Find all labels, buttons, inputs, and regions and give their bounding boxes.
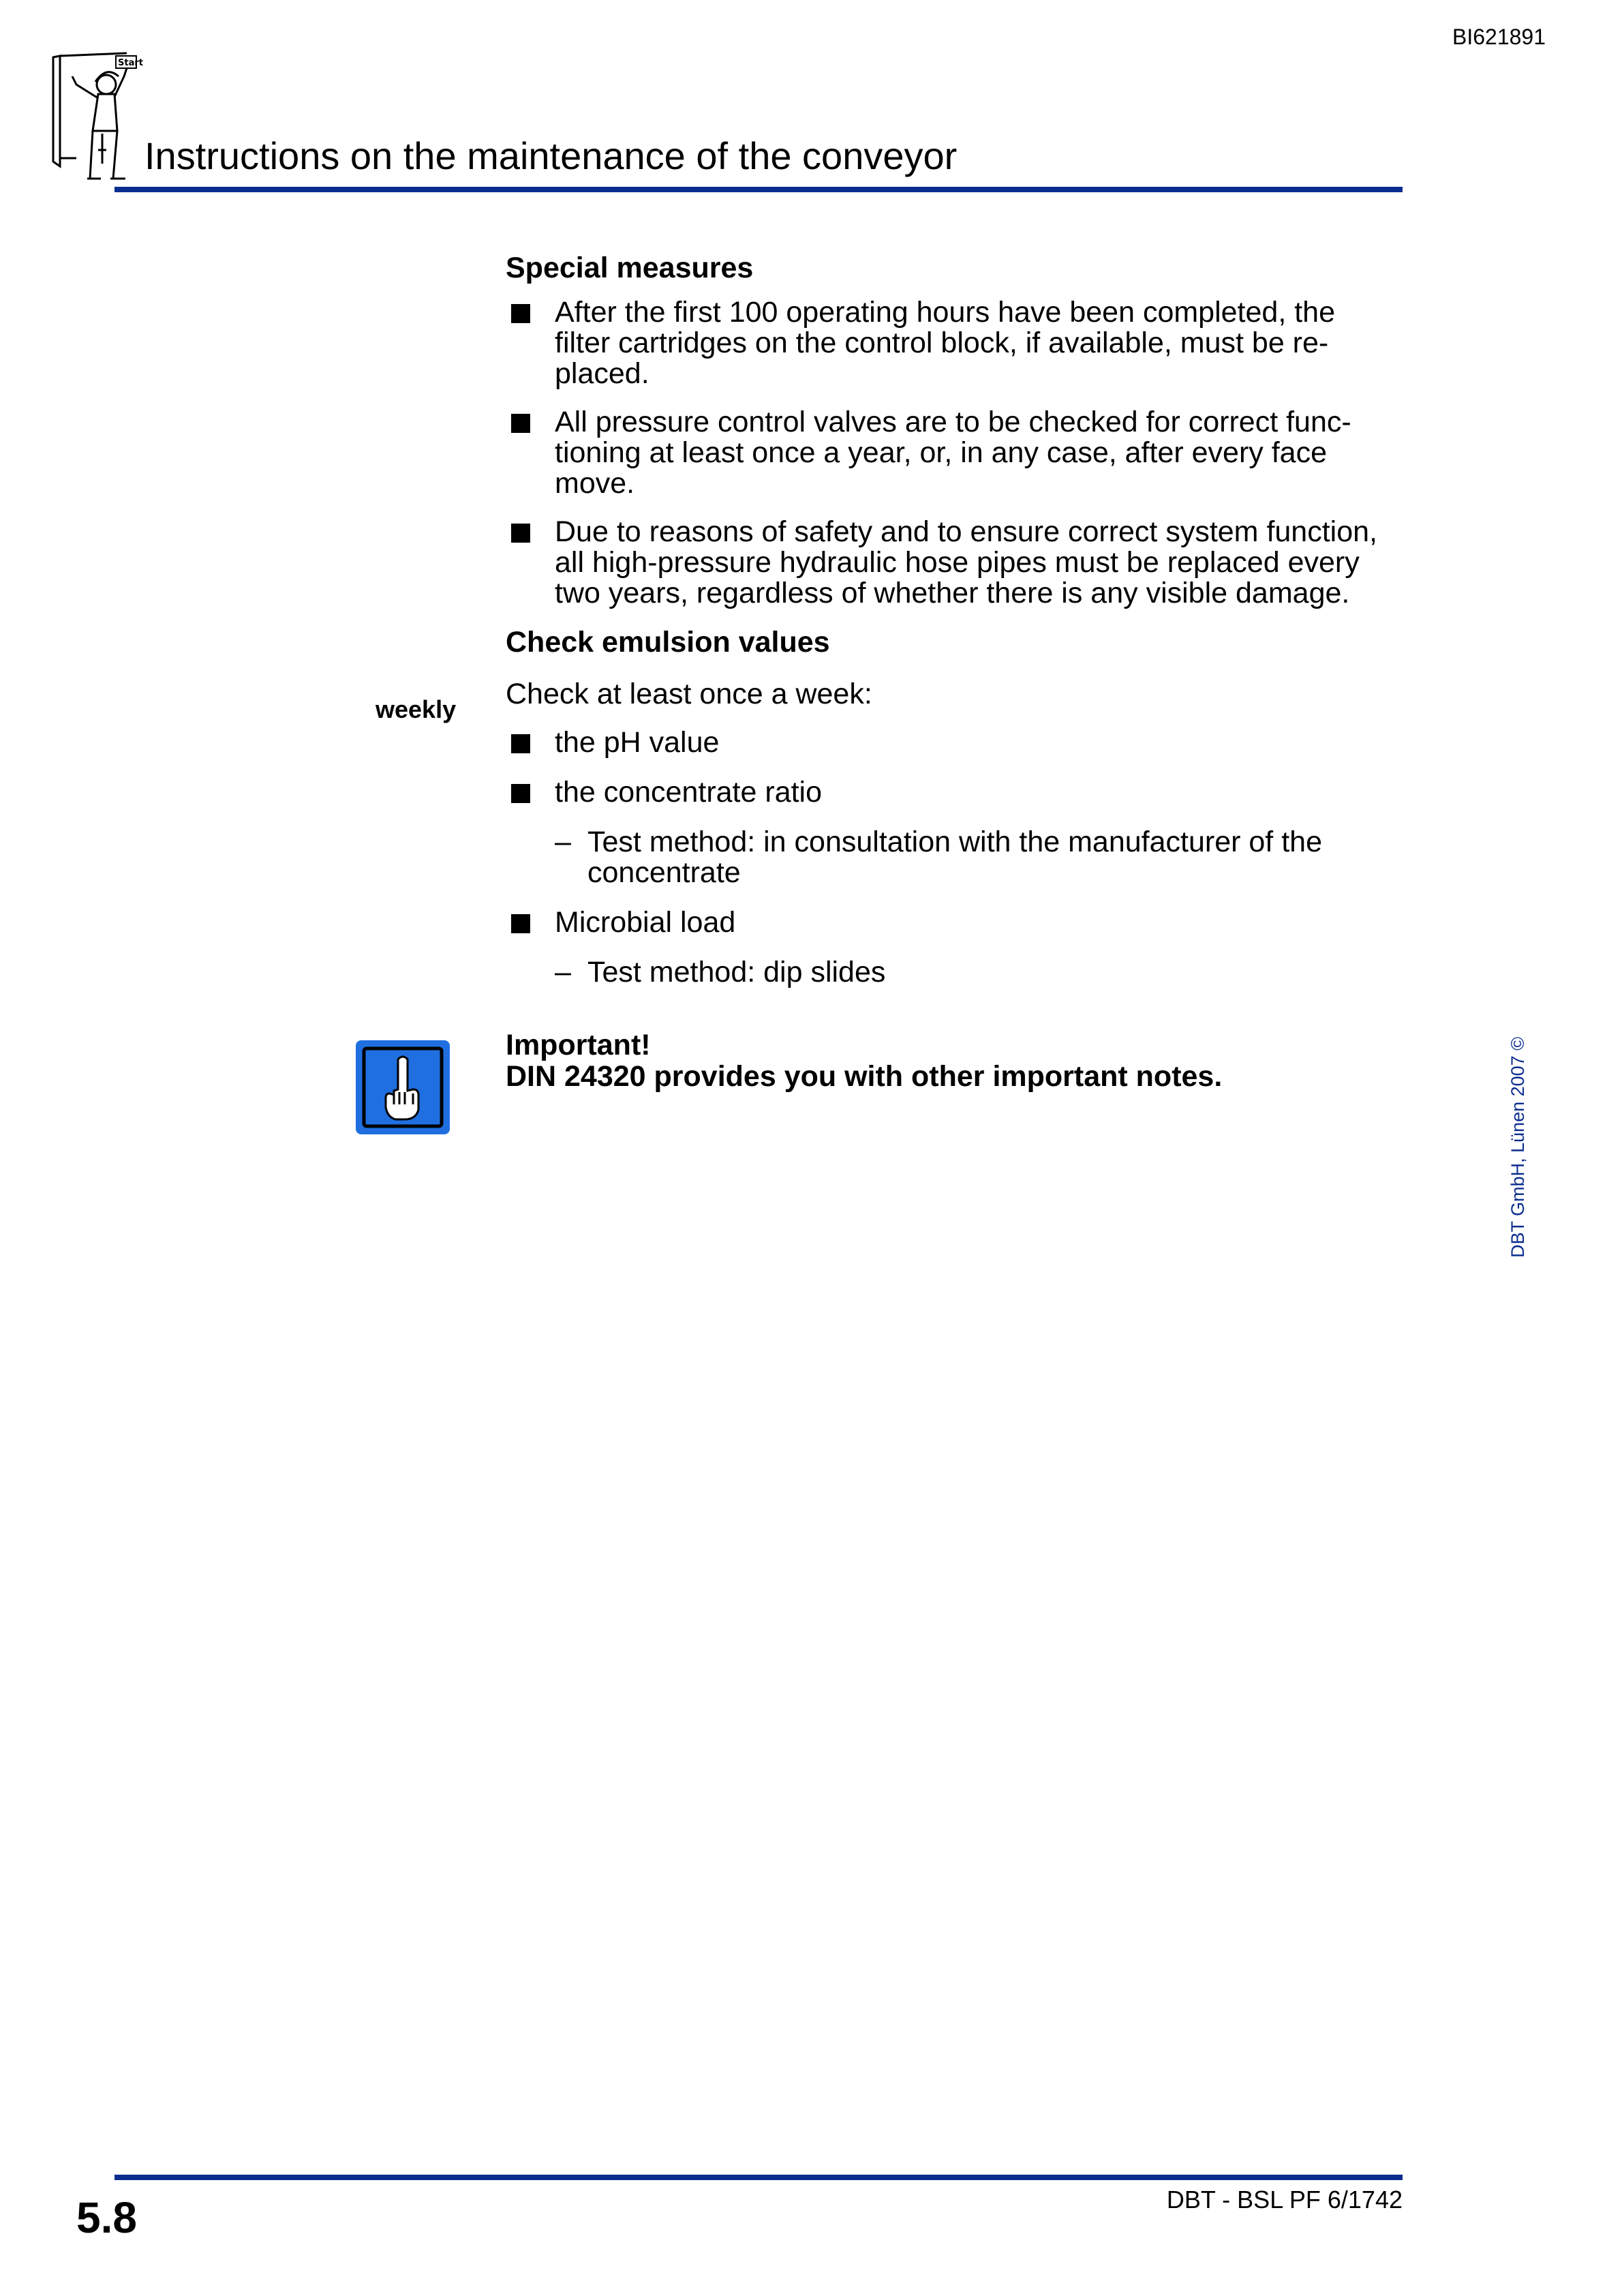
start-worker-icon <box>45 49 143 185</box>
list-item-line: two years, regardless of whether there is any visible damage. <box>555 577 1350 609</box>
list-item-label: Microbial load <box>555 906 736 939</box>
sub-list-item <box>506 957 1405 988</box>
dash-bullet: – <box>555 826 571 858</box>
document-id: BI621891 <box>1452 25 1546 49</box>
sub-list-item <box>506 827 1405 888</box>
list-item-line: After the first 100 operating hours have been completed, the <box>555 296 1336 329</box>
section-heading-special-measures: Special measures <box>506 252 754 284</box>
list-item-label: the pH value <box>555 726 720 759</box>
square-bullet-icon <box>511 784 530 803</box>
sub-list-item-line: Test method: dip slides <box>587 956 886 988</box>
list-item <box>506 407 1405 499</box>
square-bullet-icon <box>511 304 530 323</box>
main-content <box>506 251 1405 988</box>
important-note <box>506 1029 1222 1092</box>
section-heading-emulsion: Check emulsion values <box>506 626 830 659</box>
list-item <box>506 517 1405 609</box>
list-item-line: all high-pressure hydraulic hose pipes must be replaced every <box>555 546 1360 579</box>
list-item <box>506 297 1405 389</box>
list-item-line: All pressure control valves are to be checked for correct func- <box>555 406 1351 438</box>
square-bullet-icon <box>511 734 530 753</box>
list-item-line: filter cartridges on the control block, if available, must be re- <box>555 327 1329 359</box>
list-item-line: placed. <box>555 357 649 390</box>
copyright-note: DBT GmbH, Lünen 2007 © <box>1508 1036 1528 1258</box>
footer-document-reference: DBT - BSL PF 6/1742 <box>1166 2186 1403 2214</box>
square-bullet-icon <box>511 414 530 433</box>
list-item-line: move. <box>555 467 635 500</box>
list-item <box>506 727 1405 758</box>
important-text: DIN 24320 provides you with other important notes. <box>506 1060 1223 1093</box>
list-item <box>506 777 1405 808</box>
list-item <box>506 907 1405 938</box>
sub-list-item-line: Test method: in consultation with the manufacturer of the <box>587 826 1322 858</box>
emulsion-intro: Check at least once a week: <box>506 678 872 710</box>
pointing-hand-icon <box>354 1039 451 1136</box>
list-item-line: tioning at least once a year, or, in any case, after every face <box>555 436 1327 469</box>
header-divider <box>114 187 1403 192</box>
square-bullet-icon <box>511 914 530 933</box>
footer-divider <box>114 2175 1403 2180</box>
page-number: 5.8 <box>76 2193 137 2242</box>
list-item-line: Due to reasons of safety and to ensure correct system function, <box>555 515 1378 548</box>
square-bullet-icon <box>511 524 530 543</box>
list-item-label: the concentrate ratio <box>555 776 823 809</box>
page-title: Instructions on the maintenance of the conveyor <box>144 134 958 177</box>
start-badge-label: Start <box>118 58 143 68</box>
important-title: Important! <box>506 1029 651 1061</box>
sub-list-item-line: concentrate <box>587 856 741 889</box>
margin-note-weekly: weekly <box>376 695 457 723</box>
dash-bullet: – <box>555 956 571 988</box>
